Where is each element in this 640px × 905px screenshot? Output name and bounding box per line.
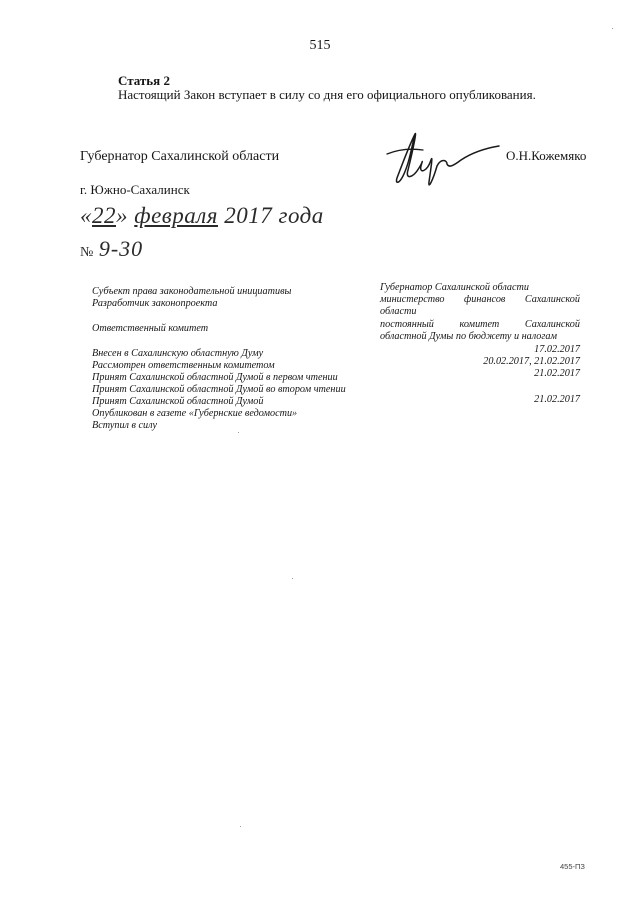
value-committee [380,319,580,344]
scan-speck [240,826,241,827]
article-title: Статья 2 [118,73,170,88]
label-in-force: Вступил в силу [92,420,157,431]
date-year: 2017 [224,203,273,228]
label-subject: Субъект права законодательной инициативы [92,286,292,297]
label-second-reading: Принят Сахалинской областной Думой во втором чтении [92,384,346,395]
signature-icon [375,120,505,200]
law-number [80,236,143,262]
value-committee-line1: постоянный комитет Сахалинской [380,319,580,330]
value-first-reading-text: 21.02.2017 [534,368,580,379]
label-committee: Ответственный комитет [92,323,209,334]
value-introduced [380,344,580,356]
value-adopted [380,394,580,406]
value-considered [380,356,580,368]
label-first-reading: Принят Сахалинской областной Думой в первом чтении [92,372,338,383]
scan-speck [238,432,239,433]
value-introduced-text: 17.02.2017 [534,344,580,355]
number-prefix: № [80,245,94,260]
date-close-quote: » [116,203,128,228]
value-developer-line2: области [380,306,417,318]
footer-code: 455-ПЗ [560,862,585,871]
value-subject: Губернатор Сахалинской области [380,282,529,293]
value-first-reading [380,368,580,380]
scan-speck [292,578,293,579]
value-developer [380,294,580,319]
city: г. Южно-Сахалинск [80,182,190,197]
date-open-quote: « [80,203,92,228]
governor-title: Губернатор Сахалинской области [80,149,280,164]
date-month: февраля [134,203,218,228]
label-published: Опубликован в газете «Губернские ведомости» [92,408,298,419]
value-adopted-text: 21.02.2017 [534,394,580,405]
article-body: Настоящий Закон вступает в силу со дня его официального опубликования. [118,87,536,102]
label-introduced: Внесен в Сахалинскую областную Думу [92,348,264,359]
number-value: 9-30 [98,236,144,261]
value-developer-line1: министерство финансов Сахалинской [380,294,580,305]
page-number: 515 [309,38,331,53]
label-developer: Разработчик законопроекта [92,298,218,309]
governor-name: О.Н.Кожемяко [506,148,587,163]
label-considered: Рассмотрен ответственным комитетом [92,360,275,371]
value-considered-text: 20.02.2017, 21.02.2017 [483,356,580,367]
date-day: 22 [92,203,116,228]
date-suffix: года [278,203,324,228]
scan-speck [612,28,613,29]
label-adopted: Принят Сахалинской областной Думой [92,396,264,407]
value-committee-line2: областной Думы по бюджету и налогам [380,331,557,343]
handwritten-date [80,203,324,229]
